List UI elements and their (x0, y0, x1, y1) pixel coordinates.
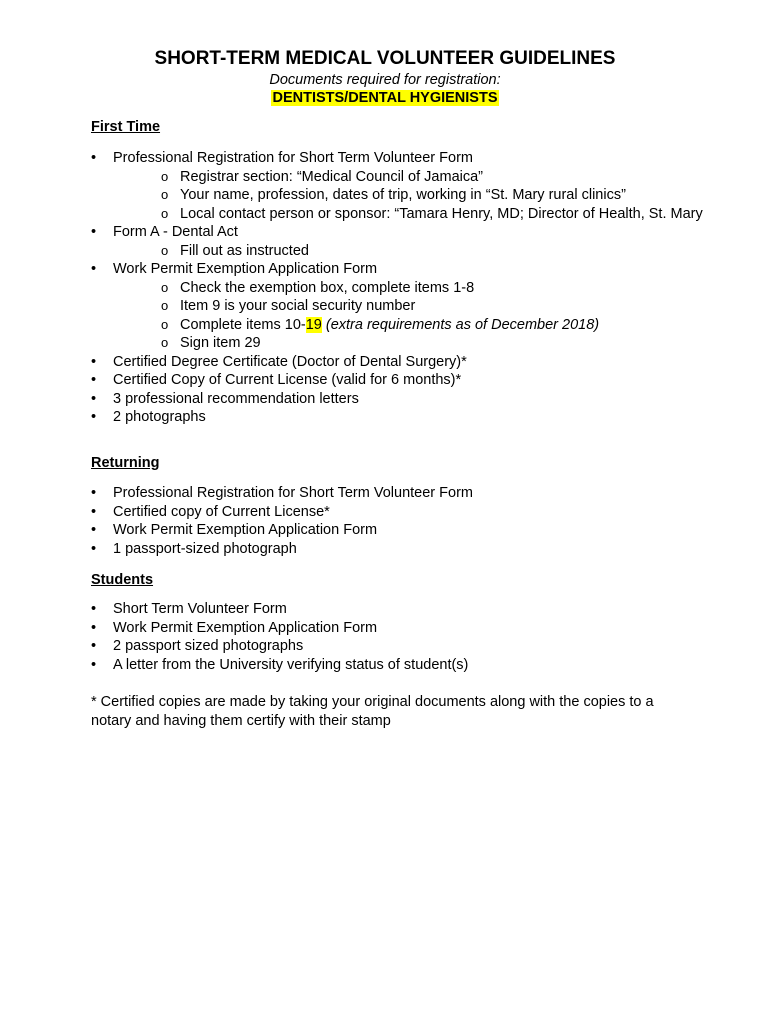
list-item: • Work Permit Exemption Application Form (91, 619, 711, 638)
list-item-text: Professional Registration for Short Term Volunteer Form (113, 150, 473, 166)
sub-list-item: o Fill out as instructed (158, 242, 711, 261)
list-item: • Work Permit Exemption Application Form (91, 521, 711, 540)
section-heading-students: Students (91, 572, 154, 588)
page-subtitle: Documents required for registration: (269, 72, 501, 88)
list-item: • Short Term Volunteer Form (91, 600, 711, 619)
returning-list (91, 484, 711, 558)
footnote: * Certified copies are made by taking your original documents along with the copies to a notary and having them certify with their stamp (91, 694, 654, 729)
section-heading-first-time: First Time (91, 119, 161, 135)
sub-list (113, 279, 711, 353)
students-list (91, 600, 711, 674)
list-item: • Professional Registration for Short Term Volunteer Form (91, 484, 711, 503)
category-label: DENTISTS/DENTAL HYGIENISTS (272, 90, 498, 106)
list-item: • Certified Copy of Current License (valid for 6 months)* (91, 371, 711, 390)
sub-list (113, 242, 711, 261)
sub-list-item-text: Complete items 10- (180, 316, 306, 333)
sub-list-item: o Your name, profession, dates of trip, working in “St. Mary rural clinics” (158, 186, 711, 205)
list-item-text: Work Permit Exemption Application Form (113, 261, 378, 277)
list-item (91, 260, 711, 353)
list-item: • 3 professional recommendation letters (91, 390, 711, 409)
sub-list-item: o Local contact person or sponsor: “Tamara Henry, MD; Director of Health, St. Mary (158, 205, 711, 224)
category-line (0, 89, 770, 107)
page-title: SHORT-TERM MEDICAL VOLUNTEER GUIDELINES (154, 48, 616, 69)
list-item: • 2 passport sized photographs (91, 637, 711, 656)
list-item-text: Form A - Dental Act (113, 224, 238, 240)
list-item: • 2 photographs (91, 408, 711, 427)
list-item: • A letter from the University verifying status of student(s) (91, 656, 711, 675)
list-item (91, 149, 711, 223)
list-item (91, 223, 711, 260)
list-item: • 1 passport-sized photograph (91, 540, 711, 559)
first-time-list (91, 149, 711, 427)
sub-list-item: o Item 9 is your social security number (158, 297, 711, 316)
section-heading-returning: Returning (91, 455, 160, 471)
list-item: • Certified copy of Current License* (91, 503, 711, 522)
sub-list-item (158, 316, 711, 335)
sub-list-item: o Check the exemption box, complete items 1-8 (158, 279, 711, 298)
list-item: • Certified Degree Certificate (Doctor of Dental Surgery)* (91, 353, 711, 372)
italic-note: (extra requirements as of December 2018) (321, 316, 600, 333)
sub-list (113, 168, 711, 224)
sub-list-item: o Registrar section: “Medical Council of Jamaica” (158, 168, 711, 187)
highlighted-number: 19 (305, 316, 322, 333)
sub-list-item: o Sign item 29 (158, 334, 711, 353)
